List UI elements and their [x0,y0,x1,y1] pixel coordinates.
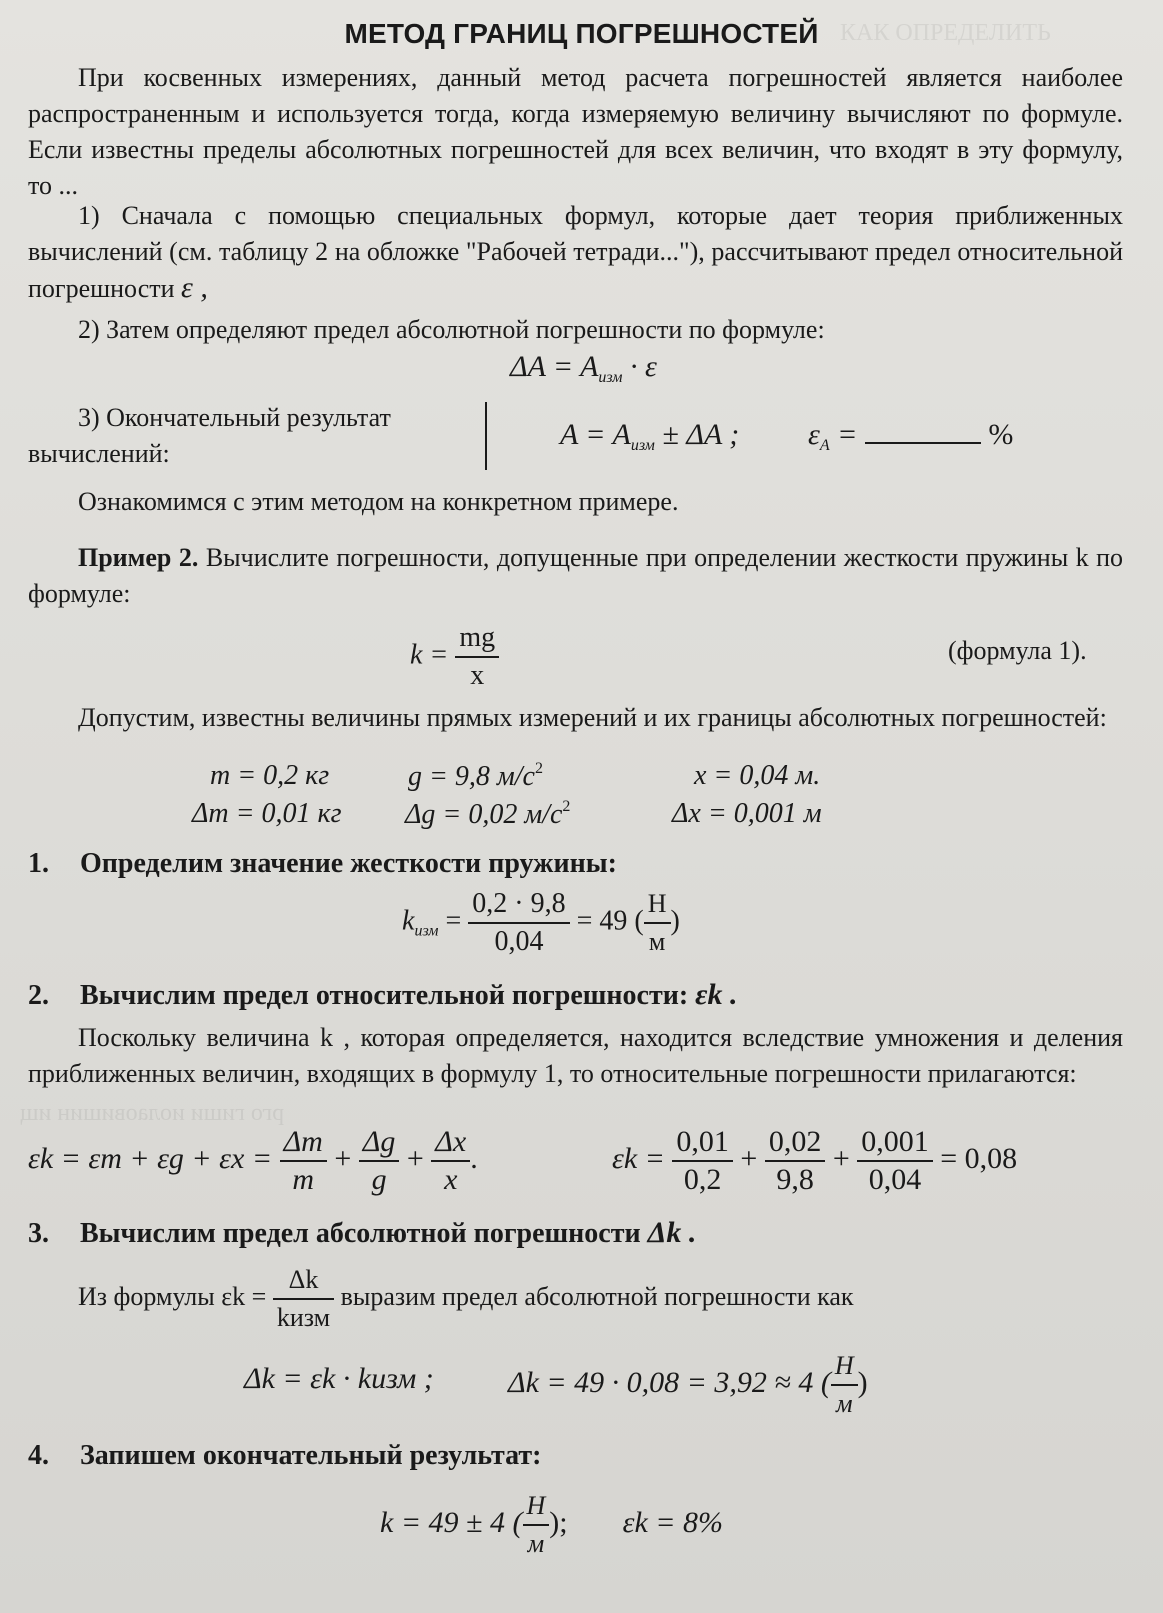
example-paragraph [28,540,1123,612]
formula-epsilon-k: εk = εm + εg + εx = $\frac{\Delta m}{m}$ + $\frac{\Delta g}{g}$ + $\frac{\Delta x}{x}$ . [28,1125,478,1196]
result-bracket [485,402,487,470]
given-dg: Δg = 0,02 $м/с^2$ [405,798,571,830]
epsilon-symbol: ε , [181,271,208,304]
paragraph-2: Поскольку величина k , которая определяется, находится вследствие умножения и деления приближенных величин, входящих в формулу 1, то относительные погрешности прилагаются: [28,1023,1123,1088]
given-g: g = 9,8 $м/с^2$ [408,760,543,792]
given-x: x = 0,04 м. [694,760,821,791]
example-text: Вычислите погрешности, допущенные при определении жесткости пружины k по формуле: [28,543,1124,608]
heading-4: 4. Запишем окончательный результат: [28,1440,542,1471]
page-title: МЕТОД ГРАНИЦ ПОГРЕШНОСТЕЙ [344,18,819,49]
result-epsilon: $\varepsilon_A$ = % [808,418,1014,454]
formula-epsilon-k-values: εk = $\frac{0,01}{0,2}$ + $\frac{0,02}{9,8}$ + $\frac{0,001}{0,04}$ = 0,08 [612,1125,1018,1196]
step-2-text: 2) Затем определяют предел абсолютной погрешности по формуле: [78,315,825,344]
result-formula: $A = A_{изм} \pm \Delta A$ ; [560,418,740,454]
bleed-through-text: КАК ОПРЕДЕЛИТЬ [840,20,1051,46]
intro-paragraph: При косвенных измерениях, данный метод расчета погрешностей является наиболее распространенным и используется тогда, когда измеряемую величину вычисляют по формуле. Если известны пределы абсолютных погрешностей для всех величин, что входят в эту формулу, то ... [28,63,1123,200]
given-dx: Δx = 0,001 м [672,798,822,829]
paragraph-3: Из формулы εk = $\frac{\Delta k}{\text{kизм}}$ выразим предел абсолютной погрешности как [78,1262,854,1336]
heading-3: 3. Вычислим предел абсолютной погрешности Δk . [28,1216,697,1249]
acquaint-text: Ознакомимся с этим методом на конкретном примере. [78,487,679,516]
formula-tag: (формула 1). [948,636,1087,665]
given-intro: Допустим, известны величины прямых измерений и их границы абсолютных погрешностей: [78,703,1107,732]
step-3-text: 3) Окончательный результат [78,403,391,432]
formula-delta-k-value: Δk = 49 · 0,08 = 3,92 ≈ 4 ( $\frac{H}{м}$ ) [508,1348,868,1422]
step-1-paragraph [28,198,1123,307]
example-label: Пример 2. [78,543,199,572]
heading-2: 2. Вычислим предел относительной погрешности: εk . [28,978,738,1011]
bleed-through-text: рго гиши иолаовишин ищ [20,1100,285,1126]
heading-1: 1. Определим значение жесткости пружины: [28,848,617,879]
formula-delta-a: $\Delta A = A_{изм} \cdot \varepsilon$ [510,350,657,386]
formula-delta-k: Δk = εk · kизм ; [244,1362,434,1395]
given-m: m = 0,2 кг [210,760,330,791]
formula-k-measured: $k_{изм}$ = $\frac{0,2 \cdot 9,8}{0,04}$ = 49 ( $\frac{H}{м}$ ) [402,888,680,957]
given-dm: Δm = 0,01 кг [192,798,342,829]
step-3-text-cont: вычислений: [28,439,170,468]
formula-k: k = $\frac{mg}{x}$ [410,620,499,694]
step-1-text: 1) Сначала с помощью специальных формул, которые дает теория приближенных вычислений (см. таблицу 2 на обложке "Рабочей тетради..."), рассчитывают предел относительной погрешности [28,201,1123,303]
final-result: k = 49 ± 4 ( $\frac{H}{м}$ ); εk = 8% [380,1488,723,1562]
